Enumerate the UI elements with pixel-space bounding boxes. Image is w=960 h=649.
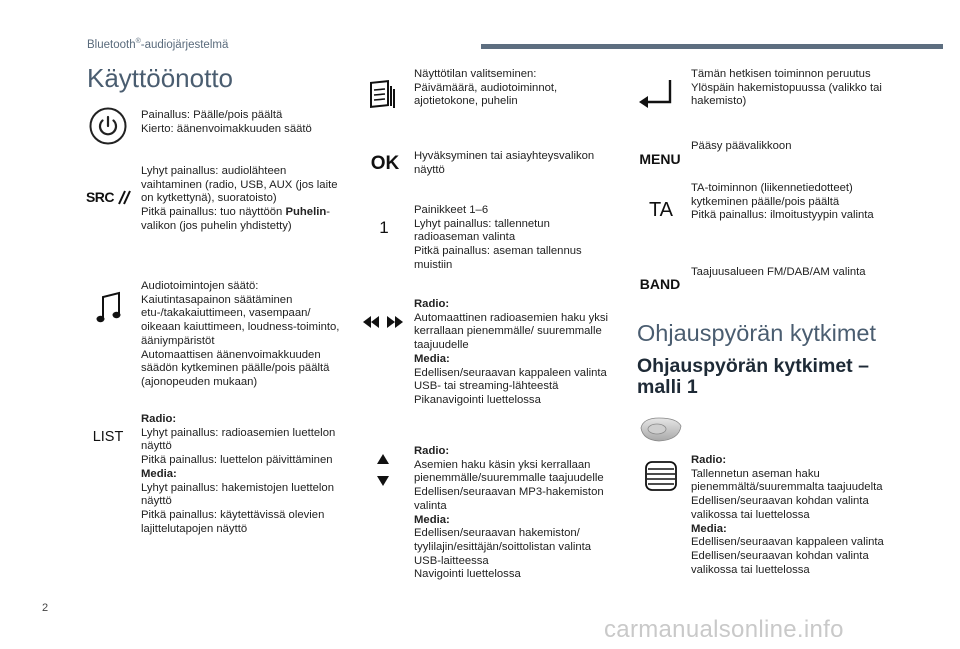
section-label: Radio: [414,445,450,457]
ok-desc: Hyväksyminen tai asiayhteysvalikon näyttö [414,150,595,176]
desc-text: Lyhyt painallus: audiolähteen vaihtaminen (radio, USB, AUX (jos laite on kytkettynä), suoratoisto) Pitkä painallus: tuo näyttöön [141,165,338,219]
back-arrow-icon [637,77,677,109]
display-mode-desc: Näyttötilan valitseminen: Päivämäärä, audiotoiminnot, ajotietokone, puhelin [414,68,558,108]
desc-text: Lyhyt painallus: hakemistojen luettelon näyttö Pitkä painallus: käytettävissä olevien lajittelutapojen näyttö [141,481,335,535]
src-desc [141,165,341,234]
desc-text: Edellisen/seuraavan hakemiston/ tyylilajin/esittäjän/soittolistan valinta USB-laitteessa Navigointi luettelossa [414,527,592,581]
seek-desc [414,298,614,408]
desc-text: Edellisen/seuraavan kappaleen valinta USB- tai streaming-lähteestä Pikanavigointi luettelossa [414,366,607,406]
src-icon: SRC [84,187,134,207]
up-down-arrows-icon [372,453,394,487]
section-label: Media: [691,522,727,535]
steering-switch-illustration [637,414,683,444]
audio-settings-desc: Audiotoimintojen säätö: Kaiutintasapainon säätäminen etu-/takakaiuttimeen, vasempaan/ oikeaan kaiuttimeen, loudness-toiminto, ääniympäristöt Automaattisen äänenvoimakkuuden säädön kytkeminen päälle/pois päältä (ajonopeuden mukaan) [141,280,340,388]
display-mode-icon [368,77,398,111]
ta-icon: TA [648,198,674,221]
desc-text: Asemien haku käsin yksi kerrallaan pienemmälle/suuremmalle taajuudelle Edellisen/seuraavan MP3-hakemiston valinta [414,458,604,512]
section-label: Media: [414,352,450,365]
band-icon: BAND [639,276,681,292]
back-desc: Tämän hetkisen toiminnon peruutus Ylöspäin hakemistopuussa (valikko tai hakemisto) [691,68,882,108]
ok-icon: OK [370,153,400,174]
steering-controls-heading: Ohjauspyörän kytkimet [637,320,877,346]
steering-model1-heading: Ohjauspyörän kytkimet – malli 1 [637,355,869,398]
section-label: Radio: [691,454,727,466]
section-label: Media: [141,467,177,480]
desc-text: Edellisen/seuraavan kappaleen valinta Edellisen/seuraavan kohdan valinta valikossa tai luettelossa [691,536,884,576]
page-number: 2 [42,602,49,614]
desc-text: Lyhyt painallus: radioasemien luettelon näyttö Pitkä painallus: luettelon päivittäminen [141,426,336,467]
watermark: carmanualsonline.info [604,616,844,643]
header-bar [481,44,943,49]
thumbwheel-desc [691,454,891,577]
thumbwheel-icon [643,460,679,492]
section-label: Radio: [141,413,177,425]
desc-text: Automaattinen radioasemien haku yksi kerrallaan pienemmälle/ suuremmalle taajuudelle [414,311,609,352]
section-header-title: Bluetooth®-audiojärjestelmä [87,38,229,51]
presets-desc: Painikkeet 1–6 Lyhyt painallus: tallennetun radioaseman valinta Pitkä painallus: aseman tallennus muistiin [414,204,582,271]
seek-arrows-icon [362,313,404,331]
page-heading: Käyttöönotto [87,63,233,93]
preset-one-icon: 1 [379,218,389,237]
section-label: Radio: [414,298,450,310]
ta-desc: TA-toiminnon (liikennetiedotteet) kytkeminen päälle/pois päältä Pitkä painallus: ilmoitustyypin valinta [691,182,874,222]
power-desc: Painallus: Päälle/pois päältä Kierto: äänenvoimakkuuden säätö [141,109,312,135]
manual-tune-desc [414,445,614,582]
band-desc: Taajuusalueen FM/DAB/AM valinta [691,266,866,278]
section-label: Media: [414,513,450,526]
music-note-icon [94,290,124,326]
menu-desc: Pääsy päävalikkoon [691,140,792,152]
menu-icon: MENU [639,151,681,167]
list-icon: LIST [92,429,124,445]
desc-text: Tallennetun aseman haku pienemmältä/suuremmalta taajuudelta Edellisen/seuraavan kohdan valinta valikossa tai luettelossa [691,467,883,521]
desc-text: -valikon (jos puhelin yhdistetty) [141,206,331,232]
list-desc [141,413,341,536]
power-button-icon [88,106,128,146]
section-label: Puhelin [285,206,327,219]
